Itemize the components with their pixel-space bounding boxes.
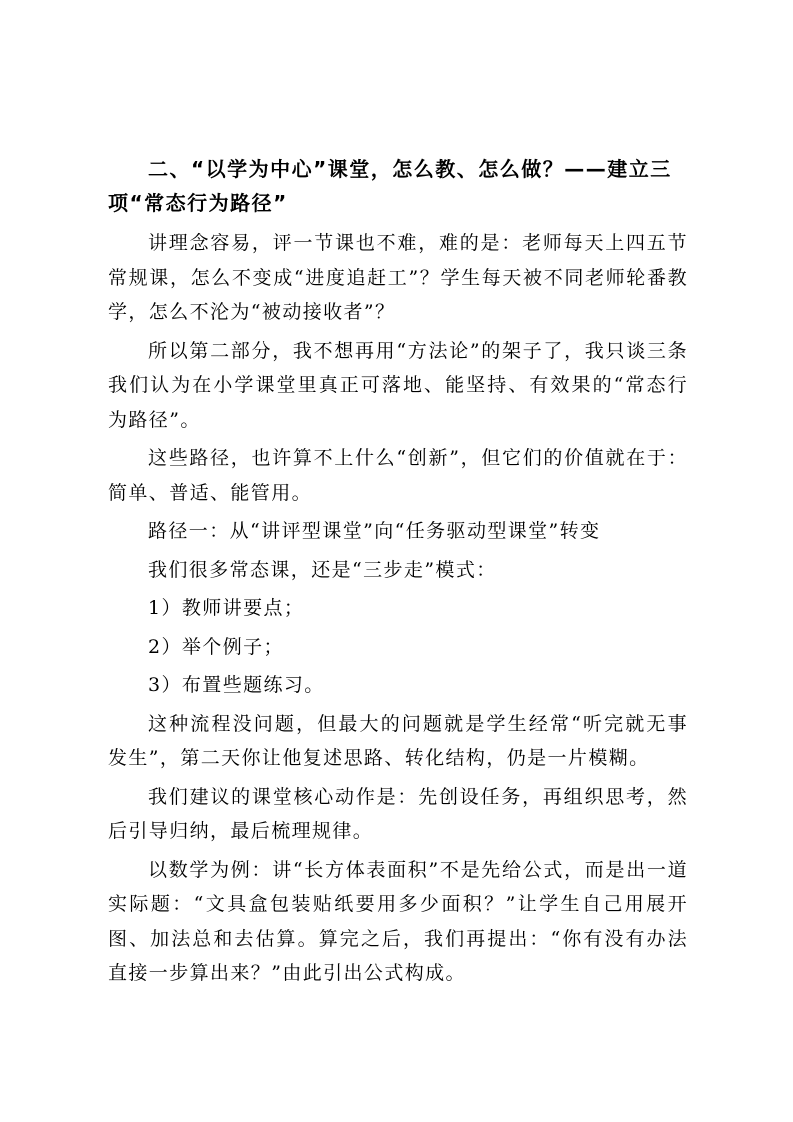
paragraph-intro: 讲理念容易，评一节课也不难，难的是：老师每天上四五节常规课，怎么不变成“进度追赶工”？学生每天被不同老师轮番教学，怎么不沦为“被动接收者”？ [108, 232, 688, 323]
document-page [108, 152, 688, 995]
paragraph-part-two: 所以第二部分，我不想再用“方法论”的架子了，我只谈三条我们认为在小学课堂里真正可落地、能坚持、有效果的“常态行为路径”。 [108, 339, 688, 431]
step-item-3: 3）布置些题练习。 [148, 674, 325, 696]
step-item-1: 1）教师讲要点； [148, 597, 305, 619]
step-item-2: 2）举个例子； [148, 635, 284, 658]
paragraph-math-example: 以数学为例：讲“长方体表面积”不是先给公式，而是出一道实际题：“文具盒包装贴纸要用多少面积？”让学生自己用展开图、加法总和去估算。算完之后，我们再提出：“你有没有办法直接一步算出来？”由此引出公式构成。 [108, 858, 688, 984]
path-one-title: 路径一：从“讲评型课堂”向“任务驱动型课堂”转变 [148, 520, 601, 542]
paragraph-value: 这些路径，也许算不上什么“创新”，但它们的价值就在于：简单、普适、能管用。 [108, 447, 688, 504]
paragraph-problem: 这种流程没问题，但最大的问题就是学生经常“听完就无事发生”，第二天你让他复述思路、转化结构，仍是一片模糊。 [108, 712, 688, 769]
paragraph-three-steps: 我们很多常态课，还是“三步走”模式： [148, 558, 497, 581]
section-heading: 二、“以学为中心”课堂，怎么教、怎么做？——建立三项“常态行为路径” [108, 157, 672, 215]
paragraph-core-action: 我们建议的课堂核心动作是：先创设任务，再组织思考，然后引导归纳，最后梳理规律。 [108, 785, 688, 842]
